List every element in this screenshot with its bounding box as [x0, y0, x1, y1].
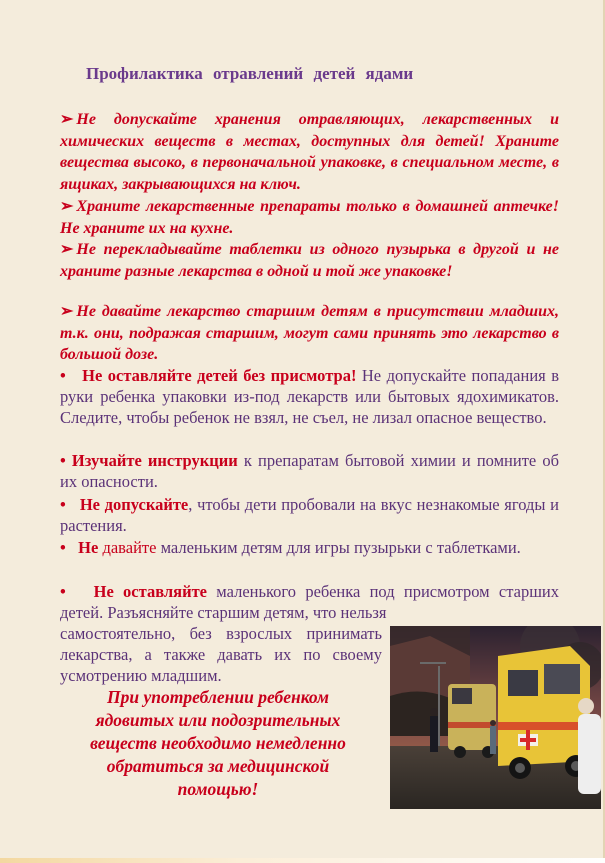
warning-text: Храните лекарственные препараты только в домашней аптечке! Не храните их на кухне.	[60, 198, 559, 237]
ambulance-scene-icon	[390, 626, 601, 809]
tip-item	[60, 494, 559, 536]
warning-item	[60, 301, 559, 366]
tip-lead: Не	[78, 538, 99, 557]
tip-lead-verb: давайте	[102, 538, 157, 557]
tip-lead: Не допускайте	[79, 495, 189, 514]
warning-text: Не допускайте хранения отравляющих, лекарственных и химических веществ в местах, доступных для детей! Храните вещества высоко, в первоначальной упаковке, в специальном месте, в ящиках, закрывающихся на ключ.	[60, 111, 559, 193]
bullet-icon: •	[60, 582, 66, 601]
tip-lead: Не оставляйте	[93, 582, 208, 601]
tip-continuation: самостоятельно, без взрослых принимать лекарства, а также давать их по своему усмотрению младшим.	[60, 624, 382, 685]
tip-text: , чтобы дети пробовали на вкус незнакомые ягоды и растения.	[60, 495, 559, 535]
tip-text: маленького ребенка под присмотром старших детей. Разъясняйте старшим детям, что нельзя	[60, 582, 559, 622]
arrow-bullet-icon: ➢	[60, 241, 74, 258]
warning-item	[60, 239, 559, 282]
warning-item	[60, 196, 559, 239]
tip-item	[60, 365, 559, 428]
ambulance-photo	[390, 626, 601, 809]
tip-item	[60, 450, 559, 492]
tip-lead: Изучайте инструкции	[71, 451, 238, 470]
bullet-icon: •	[60, 451, 66, 470]
page-title: Профилактика отравлений детей ядами	[86, 64, 414, 83]
arrow-bullet-icon: ➢	[60, 303, 74, 320]
tip-lead: Не оставляйте детей без присмотра!	[82, 366, 357, 385]
warning-text: Не давайте лекарство старшим детям в присутствии младших, т.к. они, подражая старшим, могут сами принять это лекарство в большой дозе.	[60, 303, 559, 364]
tip-text: к препаратам бытовой химии и помните об их опасности.	[60, 451, 560, 491]
warning-text: Не перекладывайте таблетки из одного пузырька в другой и не храните разные лекарства в одной и той же упаковке!	[60, 241, 559, 280]
tip-item	[60, 537, 559, 558]
bullet-icon: •	[60, 495, 66, 514]
bullet-icon: •	[60, 366, 66, 385]
emergency-callout: При употреблении ребенком ядовитых или подозрительных веществ необходимо немедленно обратиться за медицинской помощью!	[90, 687, 346, 799]
tip-text: Не допускайте попадания в руки ребенка упаковки из-под лекарств или бытовых ядохимикатов. Следите, чтобы ребенок не взял, не съел, не лизал опасное вещество.	[60, 366, 559, 427]
warning-item	[60, 109, 559, 195]
arrow-bullet-icon: ➢	[60, 198, 74, 215]
bullet-icon: •	[60, 538, 66, 557]
tip-item	[60, 581, 559, 623]
page-bottom-edge	[0, 858, 605, 863]
arrow-bullet-icon: ➢	[60, 111, 74, 128]
tip-text: маленьким детям для игры пузырьки с таблетками.	[156, 538, 521, 557]
